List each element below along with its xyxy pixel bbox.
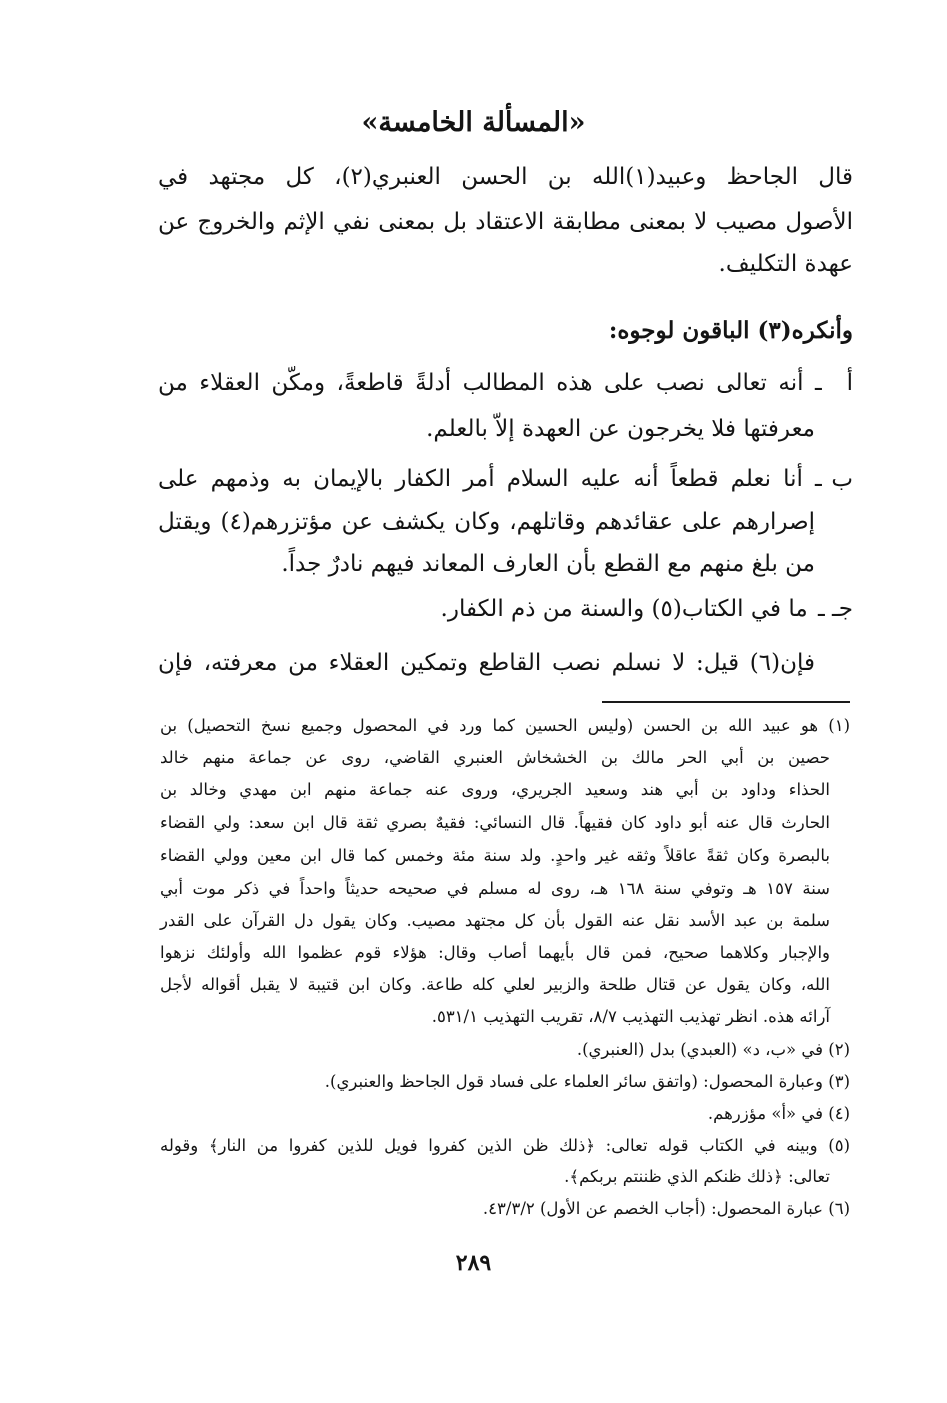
list-item-text: ما في الكتاب(٥) والسنة من ذم الكفار.: [440, 596, 808, 622]
body-line: فإن(٦) قيل: لا نسلم نصب القاطع وتمكين العقلاء من معرفته، فإن: [158, 650, 815, 676]
footnote-4: (٤) في «أ» مؤزرهم.: [707, 1104, 850, 1123]
footnote-line: الحارث قال عنه أبو داود كان فقيهاً. قال النسائي: فقيهٌ بصري ثقة قال ابن سعد: ولي القضاء: [160, 813, 830, 832]
footnote-line: الحذاء وداود بن أبي هند وسعيد الجريري، وروى عنه جماعة منهم ابن مهدي وخالد بن: [160, 780, 830, 799]
list-label: أ ـ: [815, 370, 854, 396]
footnote-line: بالبصرة وكان ثقةً عاقلاً وثقه غير واحدٍ. ولد سنة مئة وخمس كما قال ابن معين وولي القضاء: [160, 846, 830, 865]
list-item-text: أنا نعلم قطعاً أنه عليه السلام أمر الكفار بالإيمان به وذمهم على: [158, 466, 803, 492]
body-line: عهدة التكليف.: [718, 251, 853, 277]
footnote-line: حصين بن أبي الحر مالك بن الخشخاش العنبري القاضي، روى عن جماعة منهم خالد: [160, 748, 830, 767]
list-label: جـ ـ: [817, 596, 853, 622]
body-line: من بلغ منهم مع القطع بأن العارف المعاند فيهم نادرٌ جداً.: [281, 551, 815, 577]
footnote-3: (٣) وعبارة المحصول: (واتفق سائر العلماء على فساد قول الجاحظ والعنبري).: [324, 1072, 850, 1091]
body-line: إصرارهم على عقائدهم وقاتلهم، وكان يكشف عن مؤتزرهم(٤) ويقتل: [158, 509, 815, 535]
list-item-a: [158, 364, 853, 402]
section-title: «المسألة الخامسة»: [361, 107, 586, 138]
footnote-divider: [602, 701, 850, 703]
body-line: قال الجاحظ وعبيد(١)الله بن الحسن العنبري(٢)، كل مجتهد في: [158, 164, 853, 190]
list-item-c: [158, 590, 853, 628]
footnote-1: (١) هو عبيد الله بن الحسن (وليس الحسين كما ورد في المحصول وجميع نسخ التحصيل) بن: [160, 716, 850, 735]
body-line: معرفتها فلا يخرجون عن العهدة إلاّ بالعلم.: [426, 416, 815, 442]
page-number: ٢٨٩: [455, 1250, 492, 1276]
footnote-2: (٢) في «ب، د» (العبدي) بدل (العنبري).: [576, 1040, 850, 1059]
footnote-5: (٥) وبينه في الكتاب قوله تعالى: ﴿ذلك ظن الذين كفروا فويل للذين كفروا من النار﴾ وقوله: [160, 1136, 850, 1155]
footnote-line: تعالى: ﴿ذلك ظنكم الذي ظننتم بربكم﴾.: [564, 1167, 830, 1186]
footnote-line: سنة ١٥٧ هـ وتوفي سنة ١٦٨ هـ، روى له مسلم في صحيحه حديثاً واحداً في ذكر موت أبي: [160, 879, 831, 898]
footnote-line: سلمة بن عبد الأسد نقل عنه القول بأن كل مجتهد مصيب. وكان يقول دل القرآن على القدر: [160, 911, 830, 930]
objection-heading: وأنكره(٣) الباقون لوجوه:: [608, 317, 853, 344]
footnote-6: (٦) عبارة المحصول: (أجاب الخصم عن الأول) ٤٣/٣/٢.: [482, 1199, 850, 1218]
footnote-line: الله، وكان يقول عن قتال طلحة والزبير لعلي كله طاعة. وكان ابن قتيبة لا يقبل أقواله لأجل: [160, 975, 830, 994]
list-item-text: أنه تعالى نصب على هذه المطالب أدلةً قاطعةً، ومكّن العقلاء من: [158, 370, 804, 396]
footnote-line: آرائه هذه. انظر تهذيب التهذيب ٨/٧، تقريب التهذيب ٥٣١/١.: [431, 1007, 830, 1026]
footnote-line: والإجبار وكلاهما صحيح، فمن قال بأيهما أصاب وقال: هؤلاء قوم عظموا الله وأولئك نزهوا: [160, 943, 830, 962]
list-label: ب ـ: [815, 466, 853, 492]
list-item-b: [158, 460, 853, 498]
body-line: الأصول مصيب لا بمعنى مطابقة الاعتقاد بل بمعنى نفي الإثم والخروج عن: [158, 209, 853, 235]
